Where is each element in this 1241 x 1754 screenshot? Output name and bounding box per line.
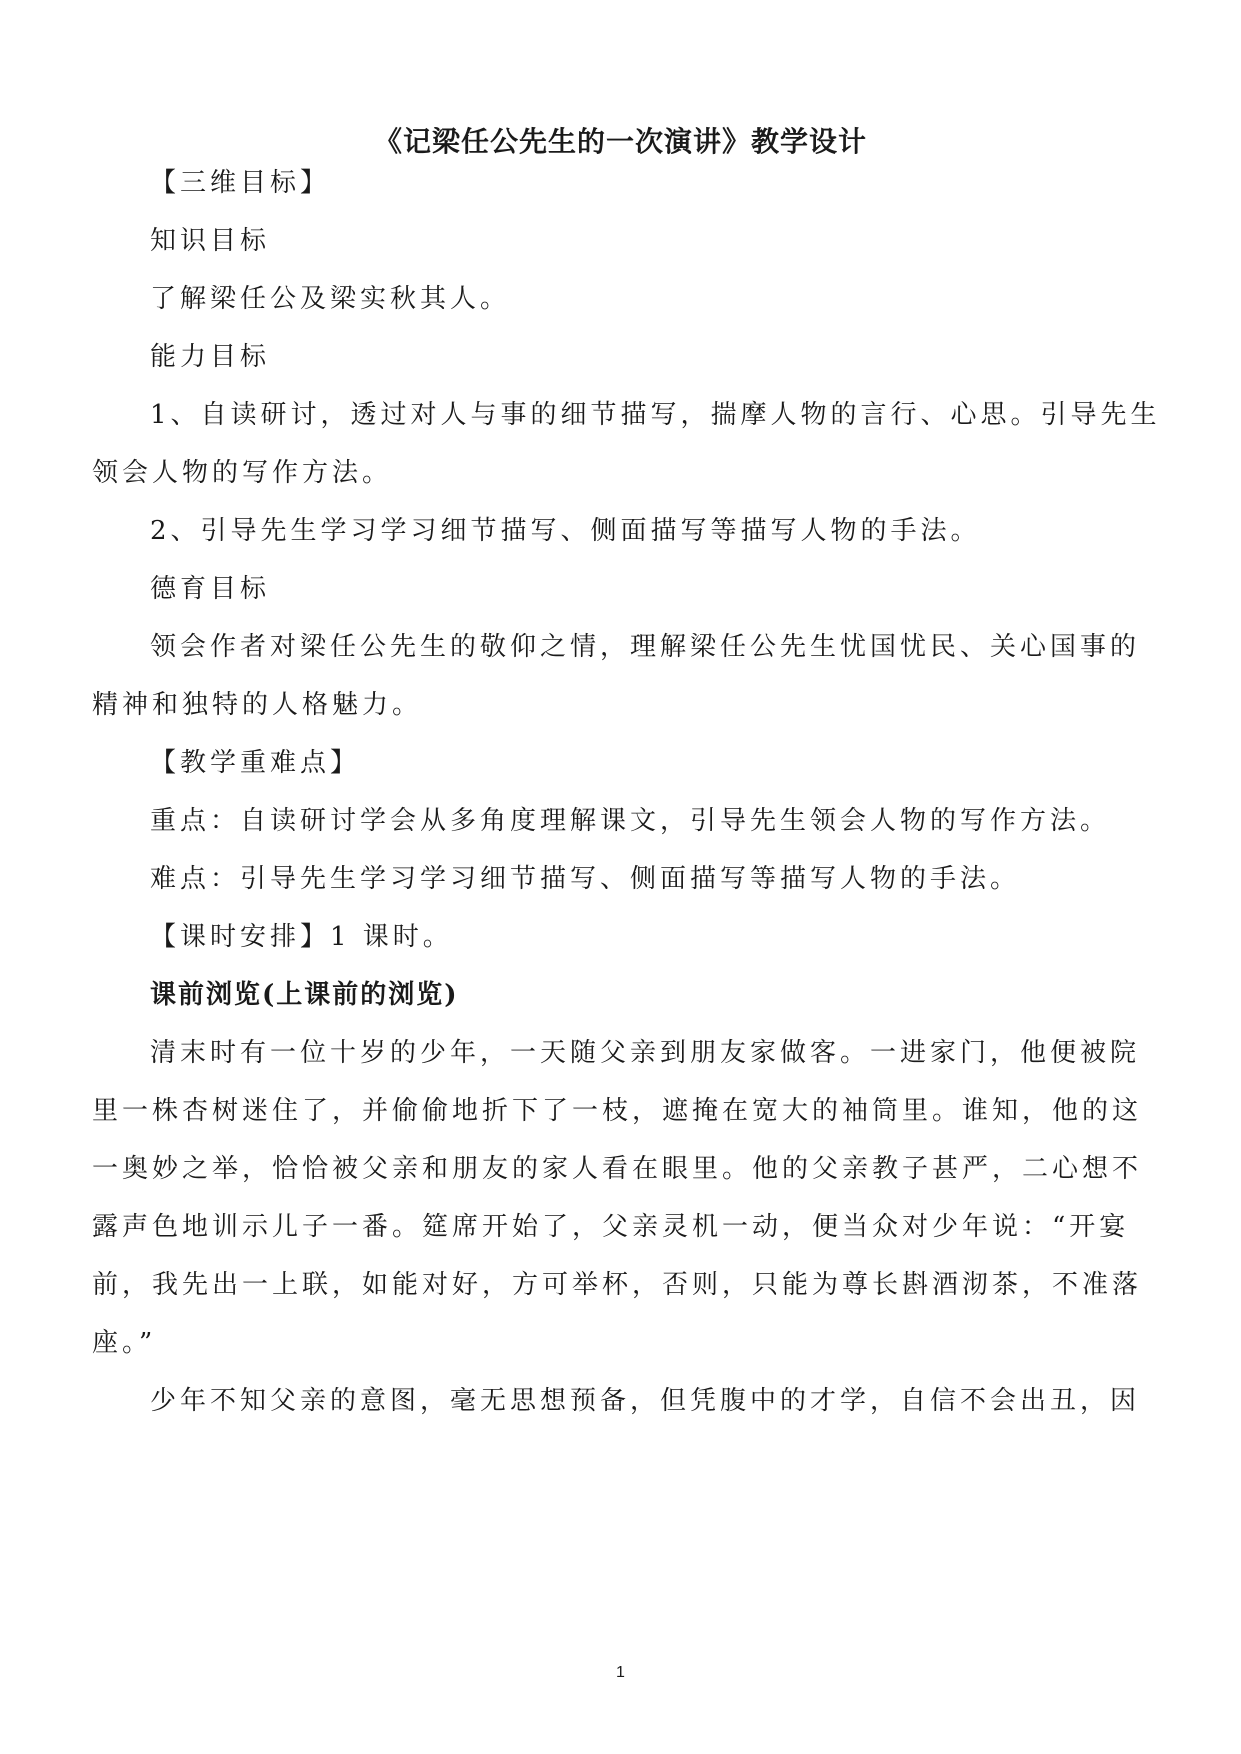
paragraph-line: 露声色地训示儿子一番。筵席开始了，父亲灵机一动，便当众对少年说：“开宴 xyxy=(92,1212,1130,1242)
paragraph-line: 领会作者对梁任公先生的敬仰之情，理解梁任公先生忧国忧民、关心国事的 xyxy=(150,632,1141,662)
paragraph-line: 了解梁任公及梁实秋其人。 xyxy=(150,284,511,314)
paragraph-line: 1、自读研讨，透过对人与事的细节描写，揣摩人物的言行、心思。引导先生 xyxy=(150,400,1161,430)
paragraph-line: 精神和独特的人格魅力。 xyxy=(92,690,423,720)
subheading-moral: 德育目标 xyxy=(150,574,271,604)
paragraph-line: 重点：自读研讨学会从多角度理解课文，引导先生领会人物的写作方法。 xyxy=(150,806,1111,836)
paragraph-line: 前，我先出一上联，如能对好，方可举杯，否则，只能为尊长斟酒沏茶，不准落 xyxy=(92,1270,1143,1300)
section-heading-schedule: 【课时安排】1 课时。 xyxy=(150,922,453,952)
paragraph-line: 座。” xyxy=(92,1328,157,1358)
paragraph-line: 领会人物的写作方法。 xyxy=(92,458,393,488)
paragraph-line: 清末时有一位十岁的少年，一天随父亲到朋友家做客。一进家门，他便被院 xyxy=(150,1038,1141,1068)
paragraph-line: 2、引导先生学习学习细节描写、侧面描写等描写人物的手法。 xyxy=(150,516,981,546)
subheading-ability: 能力目标 xyxy=(150,342,271,372)
document-title: 《记梁任公先生的一次演讲》教学设计 xyxy=(373,125,867,158)
paragraph-line: 难点：引导先生学习学习细节描写、侧面描写等描写人物的手法。 xyxy=(150,864,1021,894)
section-heading-objectives: 【三维目标】 xyxy=(150,168,331,198)
page-number: 1 xyxy=(616,1664,625,1681)
paragraph-line: 里一株杏树迷住了，并偷偷地折下了一枝，遮掩在宽大的袖筒里。谁知，他的这 xyxy=(92,1096,1143,1126)
section-heading-preview: 课前浏览(上课前的浏览) xyxy=(150,980,459,1010)
subheading-knowledge: 知识目标 xyxy=(150,226,271,256)
section-heading-keypoints: 【教学重难点】 xyxy=(150,748,361,778)
paragraph-line: 少年不知父亲的意图，毫无思想预备，但凭腹中的才学，自信不会出丑，因 xyxy=(150,1386,1141,1416)
paragraph-line: 一奥妙之举，恰恰被父亲和朋友的家人看在眼里。他的父亲教子甚严，二心想不 xyxy=(92,1154,1143,1184)
